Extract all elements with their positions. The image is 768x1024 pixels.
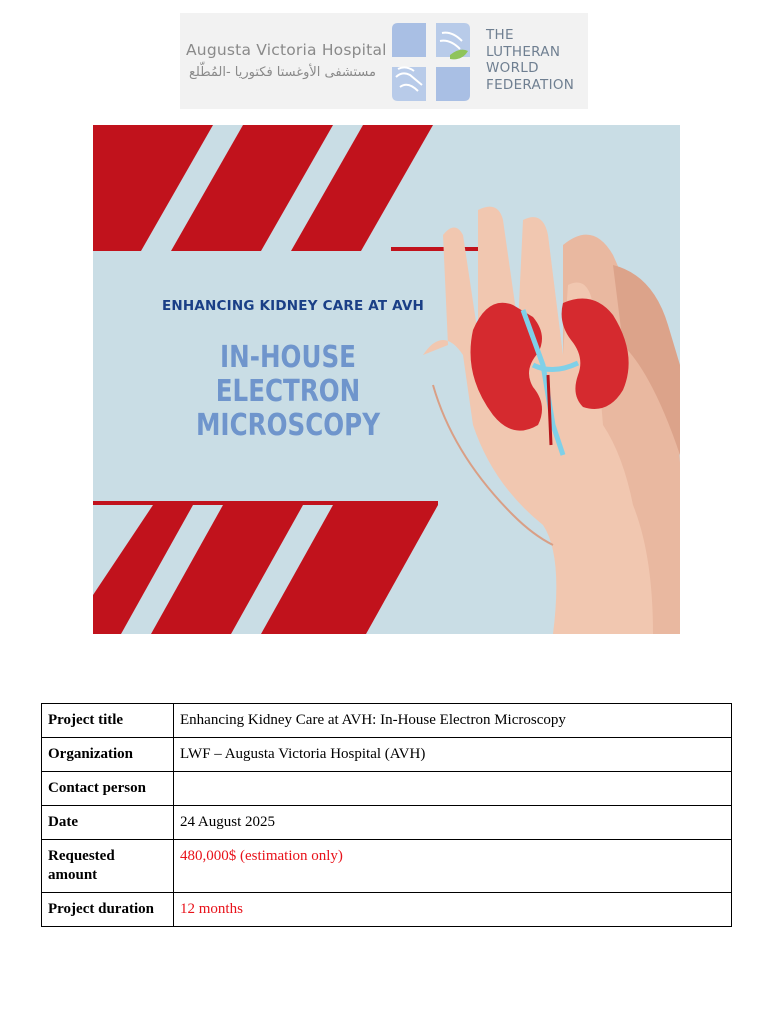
row-value: 24 August 2025 xyxy=(174,806,732,840)
row-value xyxy=(174,772,732,806)
hands-holding-kidneys-icon xyxy=(423,207,680,634)
row-value: LWF – Augusta Victoria Hospital (AVH) xyxy=(174,738,732,772)
federation-line: FEDERATION xyxy=(486,76,575,93)
hospital-name-english: Augusta Victoria Hospital xyxy=(186,41,387,59)
row-label: Organization xyxy=(42,738,174,772)
federation-line: WORLD xyxy=(486,60,539,76)
table-row xyxy=(42,806,732,840)
row-label: Requested amount xyxy=(42,840,174,893)
federation-line: LUTHERAN xyxy=(486,43,561,60)
table-row xyxy=(42,840,732,893)
hospital-name-arabic: مستشفى الأوغستا فكتوريا -المُطّلع xyxy=(188,65,376,80)
federation-line: THE xyxy=(486,27,514,43)
row-value: 480,000$ (estimation only) xyxy=(174,840,732,893)
hero-title-line: IN-HOUSE ELECTRON xyxy=(215,340,361,409)
row-label: Contact person xyxy=(42,772,174,806)
bottom-stripes xyxy=(93,501,438,634)
table-row xyxy=(42,772,732,806)
row-label: Date xyxy=(42,806,174,840)
project-info-table xyxy=(41,703,732,927)
row-label: Project duration xyxy=(42,893,174,927)
row-value: 12 months xyxy=(174,893,732,927)
top-stripes xyxy=(93,125,501,251)
cross-hands-logo-icon xyxy=(388,19,474,105)
logo-banner xyxy=(180,13,588,109)
row-value: Enhancing Kidney Care at AVH: In-House Electron Microscopy xyxy=(174,704,732,738)
federation-name xyxy=(486,27,574,93)
hero-subtitle: ENHANCING KIDNEY CARE AT AVH xyxy=(161,298,425,314)
table-row xyxy=(42,704,732,738)
row-label: Project title xyxy=(42,704,174,738)
hero-title-line: MICROSCOPY xyxy=(195,408,381,443)
hero-title xyxy=(145,341,432,443)
hero-image xyxy=(93,125,680,634)
table-row xyxy=(42,893,732,927)
table-row xyxy=(42,738,732,772)
